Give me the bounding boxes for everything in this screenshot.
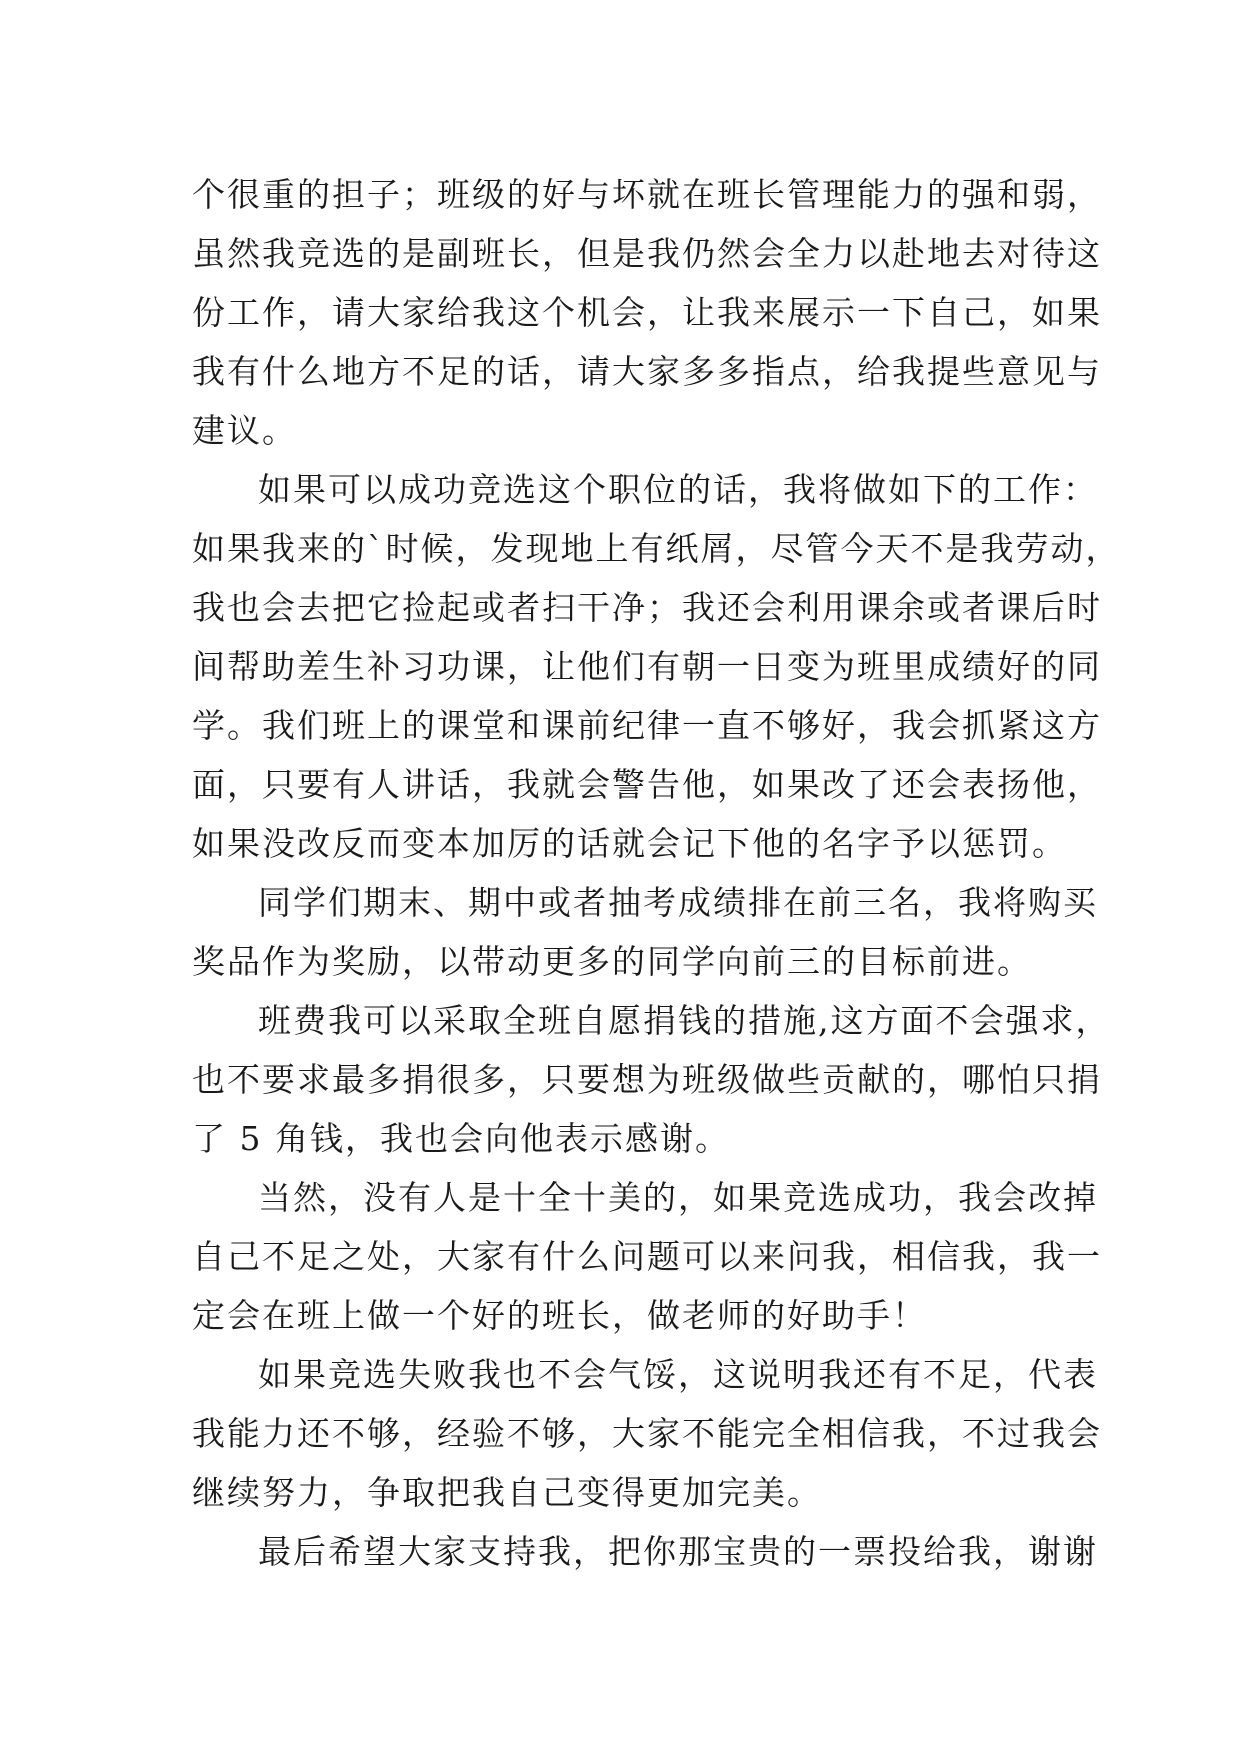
text-line-19: 自己不足之处，大家有什么问题可以来问我，相信我，我一 [192,1237,1102,1276]
text-line-2: 虽然我竞选的是副班长，但是我仍然会全力以赴地去对待这 [192,234,1102,273]
text-line-9: 间帮助差生补习功课，让他们有朝一日变为班里成绩好的同 [192,647,1102,686]
text-line-6: 如果可以成功竞选这个职位的话，我将做如下的工作： [258,470,1098,509]
text-line-4: 我有什么地方不足的话，请大家多多指点，给我提些意见与 [192,352,1102,391]
text-line-3: 份工作，请大家给我这个机会，让我来展示一下自己，如果 [192,293,1102,332]
text-line-1: 个很重的担子；班级的好与坏就在班长管理能力的强和弱， [192,175,1102,214]
text-line-21: 如果竞选失败我也不会气馁，这说明我还有不足，代表 [258,1355,1098,1394]
text-line-12: 如果没改反而变本加厉的话就会记下他的名字予以惩罚。 [192,824,1067,863]
text-line-8: 我也会去把它捡起或者扫干净；我还会利用课余或者课后时 [192,588,1102,627]
text-line-14: 奖品作为奖励，以带动更多的同学向前三的目标前进。 [192,942,1032,981]
text-line-16: 也不要求最多捐很多，只要想为班级做些贡献的，哪怕只捐 [192,1060,1102,1099]
text-line-24: 最后希望大家支持我，把你那宝贵的一票投给我，谢谢 [258,1532,1098,1571]
document-body [192,165,1121,1581]
text-line-7: 如果我来的`时候，发现地上有纸屑，尽管今天不是我劳动， [192,529,1121,568]
text-line-13: 同学们期末、期中或者抽考成绩排在前三名，我将购买 [258,883,1098,922]
text-line-17: 了 5 角钱，我也会向他表示感谢。 [192,1119,730,1158]
text-line-11: 面，只要有人讲话，我就会警告他，如果改了还会表扬他， [192,765,1102,804]
text-line-5: 建议。 [192,411,297,450]
text-line-15: 班费我可以采取全班自愿捐钱的措施,这方面不会强求， [258,1001,1111,1040]
text-line-18: 当然，没有人是十全十美的，如果竞选成功，我会改掉 [258,1178,1098,1217]
text-line-20: 定会在班上做一个好的班长，做老师的好助手！ [192,1296,927,1335]
text-line-10: 学。我们班上的课堂和课前纪律一直不够好，我会抓紧这方 [192,706,1102,745]
text-line-23: 继续努力，争取把我自己变得更加完美。 [192,1473,822,1512]
text-line-22: 我能力还不够，经验不够，大家不能完全相信我，不过我会 [192,1414,1102,1453]
